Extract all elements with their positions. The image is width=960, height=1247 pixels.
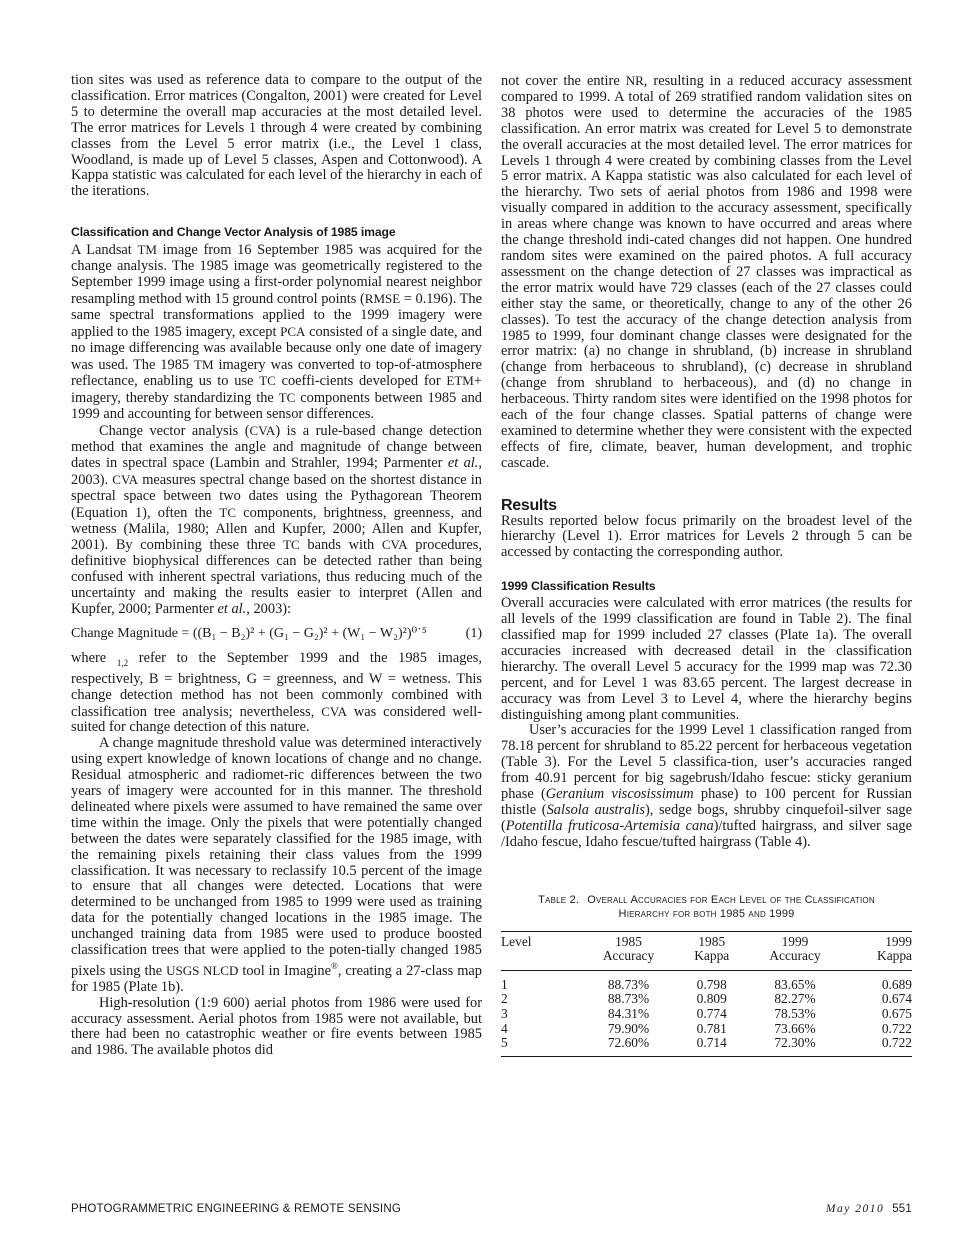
table-caption-line: Hierarchy for both 1985 and 1999 [618,907,795,920]
column-header: Level [501,931,579,970]
paragraph: Overall accuracies were calculated with error matrices (the results for all levels of the 1999 classification are found in Table 2). The final classified map for 1999 included 27 classes (Plate 1a). The overall accuracies increased with decreased detail in the classification hierarchy. The overall Level 5 accuracy for the 1999 map was 72.30 percent, and for Level 1 was 83.65 percent. The largest decrease in accuracy was from Level 3 to Level 4, where the hierarchy begins distinguishing among plant communities. [501,595,912,723]
table-header-row [501,931,912,970]
journal-footer: PHOTOGRAMMETRIC ENGINEERING & REMOTE SENSING [71,1203,401,1215]
table-cell: 72.60% [607,1035,650,1051]
accuracy-table [501,931,912,1057]
paragraph: A Landsat TM image from 16 September 1985 was acquired for the change analysis. The 1985 image was geometrically registered to the September 1999 image using a first-order polynomial nearest neighbor resampling method with 15 ground control points (RMSE = 0.196). The same spectral transformations applied to the 1999 imagery were applied to the 1985 imagery, except PCA consisted of a single date, and no image differencing was available because only one date of imagery was used. The 1985 TM imagery was converted to top-of-atmosphere reflectance, enabling us to use TC coeffi-cients developed for ETM+ imagery, thereby standardizing the TC components between 1985 and 1999 and accounting for between sensor differences. [71,242,482,423]
table-cell: 88.73% [607,991,650,1007]
section-heading: Results [501,496,557,514]
table-row [501,970,912,992]
equation-body: Change Magnitude = ((B₁ − B₂)² + (G₁ − G₂)² + (W₁ − W₂)²)⁰˙⁵ [71,626,427,641]
table-cell: 83.65% [774,976,816,992]
table-cell: 88.73% [607,976,650,992]
table-cell: 72.30% [774,1035,816,1051]
page-number: 551 [892,1203,912,1215]
table-row [501,1022,912,1037]
table-cell: 79.90% [607,1020,650,1036]
table-cell: 78.53% [774,1006,816,1022]
table-cell: 0.722 [881,1035,912,1051]
subsection-heading: 1999 Classification Results [501,579,656,594]
paragraph: A change magnitude threshold value was determined interactively using expert knowledge of known locations of change and no change. Residual atmospheric and radiomet-ric differences between the two years of imagery were accounted for in this manner. The threshold delineated where pixels were assumed to have remained the same over time within the image. Only the pixels that were potentially changed between the dates were separately classified for the 1985 image, with the remaining pixels retaining their class values from the 1999 classification. It was necessary to reclassify 10.5 percent of the image to ensure that all changes were detected. Locations that were determined to be unchanged from 1985 to 1999 were used as training data for the potentially changed locations in the 1985 image. The unchanged training data from 1985 were used to produce boosted classification trees that were applied to the poten-tially changed 1985 pixels using the USGS NLCD tool in Imagine®, creating a 27-class map for 1985 (Plate 1b). [71,735,483,995]
equation-number: (1) [465,626,482,641]
table-cell: 0.774 [696,1006,727,1022]
paragraph: tion sites was used as reference data to compare to the output of the classification. Error matrices (Congalton, 2001) were created for Level 5 to determine the overall map accuracies at the most detailed level. The error matrices for Levels 1 through 4 were created by combining classes from the Level 5 error matrix (i.e., the Level 1 class, Woodland, is made up of Level 5 classes, Aspen and Cottonwood). A Kappa statistic was calculated for each level of the hierarchy in each of the iterations. [71,72,482,200]
table-caption-line: Overall Accuracies for Each Level of the Classification [587,893,875,906]
table-cell: 0.714 [696,1035,727,1051]
column-header: 1985 Accuracy [579,931,678,970]
table-cell: 0.689 [881,976,912,992]
paragraph: not cover the entire NR, resulting in a reduced accuracy assessment compared to 1999. A total of 269 stratified random validation sites on 38 photos were used to determine the accuracies of the 1985 classification. An error matrix was created for Level 5 to demonstrate the overall accuracies at the most detailed level. The error matrices for Levels 1 through 4 were created by combining classes from the Level 5 error matrix. A Kappa statistic was also calculated for each level of the hierarchy. Two sets of aerial photos from 1986 and 1998 were visually compared in addition to the accuracy assessment, specifically in areas where change was known to have occurred and areas where the change threshold indi-cated changes did not happen. One hundred random sites were examined on the paired photos. A full accuracy assessment on the change detection of 27 classes was impractical as the error matrix would have 729 classes (each of the 27 classes could either stay the same, or theoretically, change to any of the other 26 classes). To test the accuracy of the change detection analysis from 1985 to 1999, four dominant change classes were designated for the error matrix: (a) no change in shrubland, (b) increase in shrubland (change from herbaceous to shrubland), (c) decrease in shrubland (change from shrubland to herbaceous), and (d) no change in herbaceous. Thirty random sites were identified on the 1998 photos for each of the four change classes. Spatial patterns of change were examined to determine whether they were consistent with the expected effects of fire, climate, beaver, human development, and trophic cascade. [501,73,913,471]
table-label: Table 2. [538,893,580,906]
table-cell: 0.722 [881,1020,912,1036]
table-cell: 2 [501,991,508,1007]
paragraph: User’s accuracies for the 1999 Level 1 classification ranged from 78.18 percent for shrubland to 85.22 percent for herbaceous vegetation (Table 3). For the Level 5 classifica-tion, user’s accuracies ranged from 40.91 percent for big sagebrush/Idaho fescue: sticky geranium phase (Geranium viscosissimum phase) to 100 percent for Russian thistle (Salsola australis), sedge bogs, shrubby cinquefoil-silver sage (Potentilla fruticosa-Artemisia cana)/tufted hairgrass, and silver sage /Idaho fescue, Idaho fescue/tufted hairgrass (Table 4). [501,722,913,850]
table-cell: 0.798 [696,976,727,992]
column-header: 1999 Kappa [845,931,913,970]
table-row [501,1036,912,1056]
equation [71,626,482,642]
table-cell: 4 [501,1020,508,1036]
paragraph: where $_{1,2}$ refer to the September 1999 and the 1985 images, respectively, B = brightness, G = greenness, and W = wetness. This change detection method has not been commonly combined with classification tree analysis; nevertheless, CVA was considered well-suited for change detection of this nature. [71,649,482,736]
section-heading: Classification and Change Vector Analysis of 1985 image [71,225,396,240]
table-cell: 0.809 [696,991,727,1007]
table-cell: 82.27% [774,991,816,1007]
table-cell: 0.675 [881,1006,912,1022]
column-header: 1985 Kappa [678,931,745,970]
table-2 [501,893,912,1057]
table-caption [501,893,912,921]
table-cell: 5 [501,1035,508,1051]
table-row [501,1007,912,1022]
paragraph: Change vector analysis (CVA) is a rule-based change detection method that examines the angle and magnitude of change between dates in spectral space (Lambin and Strahler, 1994; Parmenter et al., 2003). CVA measures spectral change based on the shortest distance in spectral space between two dates using the Pythagorean Theorem (Equation 1), often the TC components, brightness, greenness, and wetness (Malila, 1980; Allen and Kupfer, 2000; Allen and Kupfer, 2001). By combining these three TC bands with CVA procedures, definitive biophysical differences can be detected rather than being confused with inherent spectral variations, thus reducing much of the uncertainty and making the results easier to interpret (Allen and Kupfer, 2000; Parmenter et al., 2003): [71,423,483,618]
page-footer [826,1203,912,1215]
table-cell: 0.781 [696,1020,727,1036]
table-cell: 0.674 [881,991,912,1007]
paragraph: High-resolution (1:9 600) aerial photos from 1986 were used for accuracy assessment. Aerial photos from 1985 were not available, but there had been no catastrophic weather or fire events between 1985 and 1986. The available photos did [71,994,482,1059]
issue-date: May 2010 [825,1203,885,1215]
right-column [501,73,912,1057]
table-cell: 84.31% [607,1006,650,1022]
table-cell: 3 [501,1006,508,1022]
column-header: 1999 Accuracy [745,931,844,970]
table-cell: 1 [501,976,508,992]
paragraph: Results reported below focus primarily on the broadest level of the hierarchy (Level 1). Error matrices for Levels 2 through 5 can be accessed by contacting the corresponding author. [501,512,912,561]
left-column [71,73,482,1059]
table-row [501,992,912,1007]
table-cell: 73.66% [774,1020,816,1036]
